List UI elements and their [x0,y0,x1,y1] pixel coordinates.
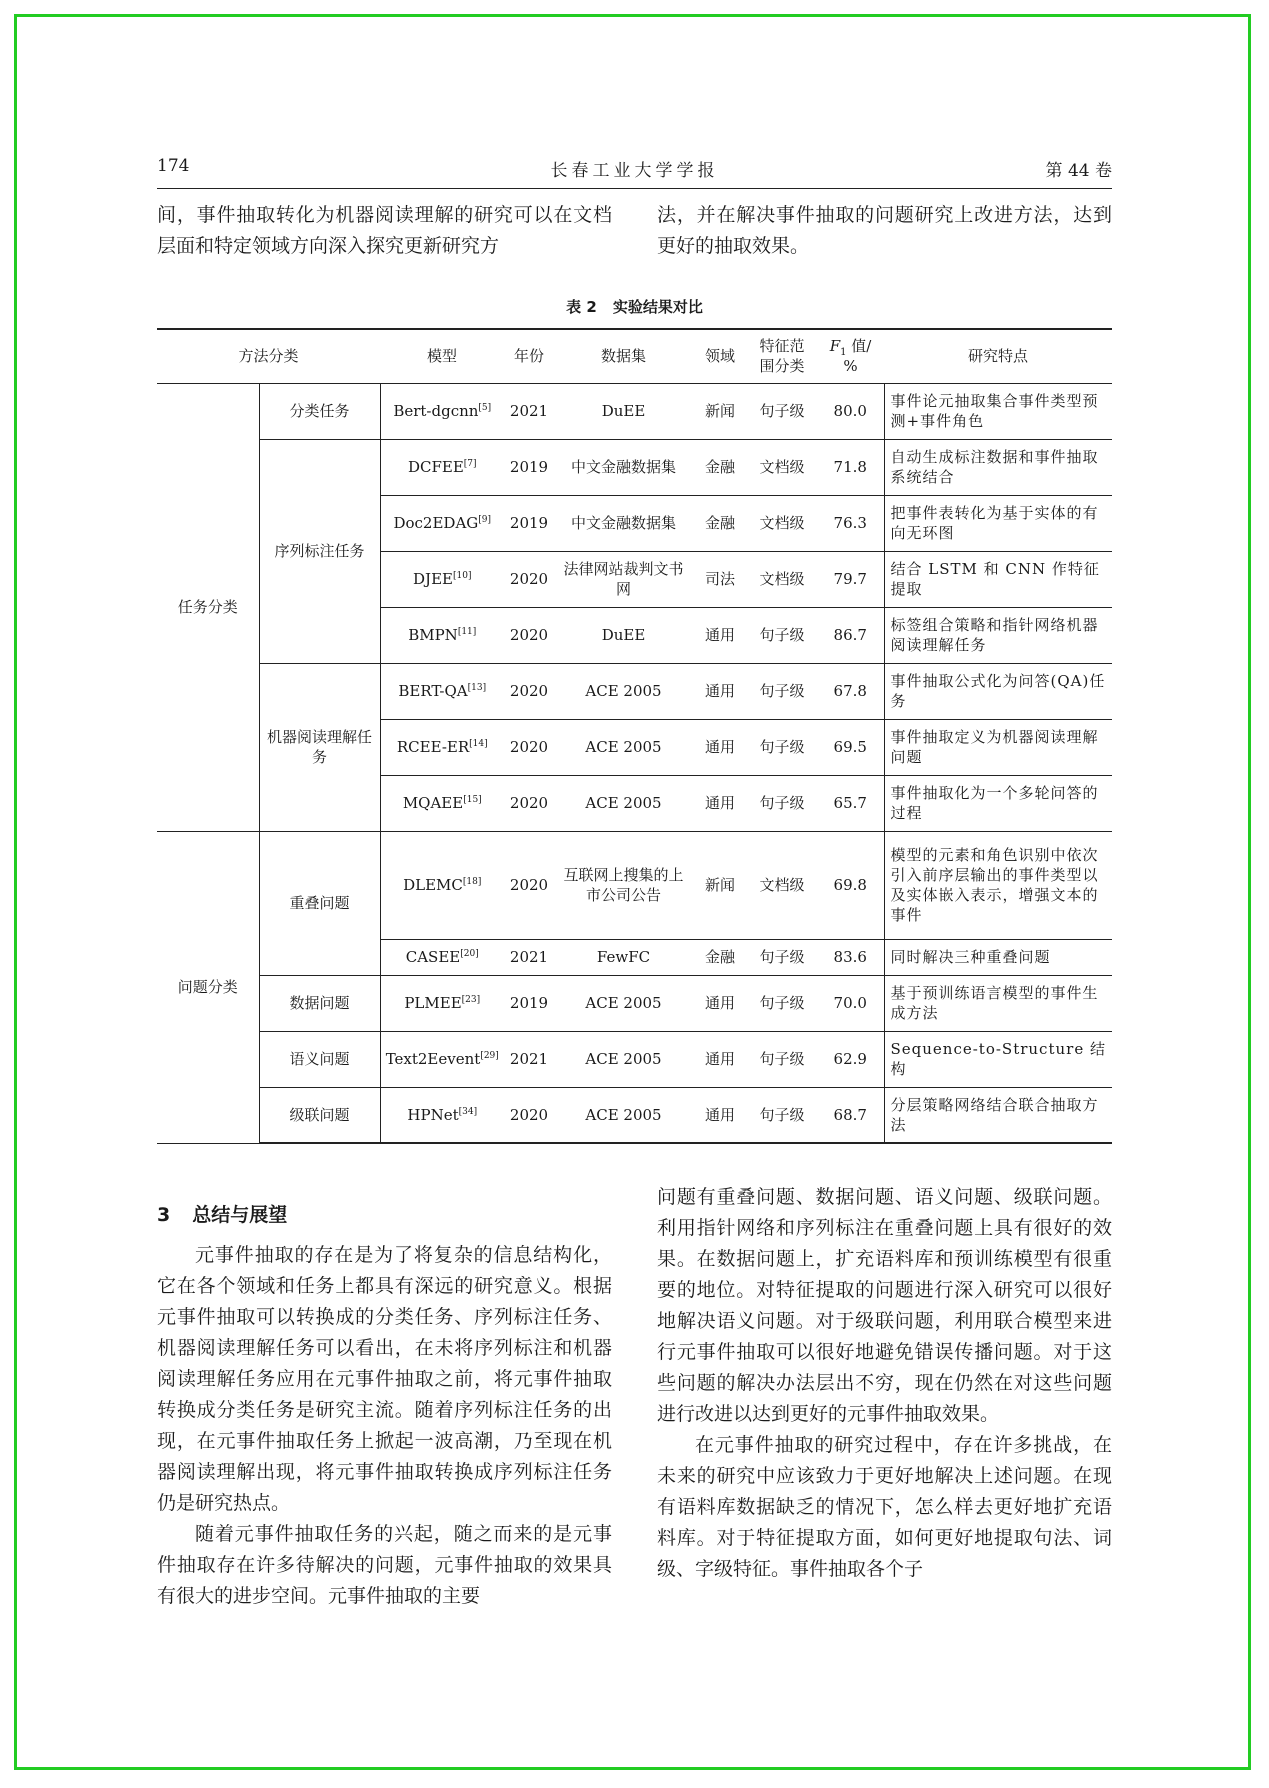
cell-domain: 金融 [693,939,747,975]
cell-model: MQAEE[15] [380,775,504,831]
cell-dataset: ACE 2005 [554,663,693,719]
paragraph: 法，并在解决事件抽取的问题研究上改进方法，达到更好的抽取效果。 [657,204,1112,257]
table-header-row [157,329,1112,383]
cell-year: 2021 [504,1031,554,1087]
table-row [157,663,1112,719]
cell-year: 2020 [504,719,554,775]
cell-model: DJEE[10] [380,551,504,607]
cell-model: DCFEE[7] [380,439,504,495]
table-caption [157,296,1112,317]
cell-f1: 62.9 [817,1031,884,1087]
cell-f1: 79.7 [817,551,884,607]
cell-year: 2019 [504,495,554,551]
cell-dataset: ACE 2005 [554,1087,693,1143]
cell-feature: 句子级 [747,663,817,719]
cell-f1: 65.7 [817,775,884,831]
paragraph: 在元事件抽取的研究过程中，存在许多挑战，在未来的研究中应该致力于更好地解决上述问题。在现有语料库数据缺乏的情况下，怎么样去更好地扩充语料库。对于特征提取方面，如何更好地提取句法、词级、字级特征。事件抽取各个子 [657,1434,1112,1580]
table-title: 实验结果对比 [612,298,703,316]
cell-dataset: ACE 2005 [554,719,693,775]
cell-feature: 文档级 [747,439,817,495]
cell-desc: 标签组合策略和指针网络机器阅读理解任务 [884,607,1112,663]
cell-desc: 结合 LSTM 和 CNN 作特征提取 [884,551,1112,607]
cell-model: DLEMC[18] [380,831,504,939]
table-row [157,831,1112,939]
table-row [157,1087,1112,1143]
cell-desc: 模型的元素和角色识别中依次引入前序层输出的事件类型以及实体嵌入表示，增强文本的事件 [884,831,1112,939]
cell-dataset: FewFC [554,939,693,975]
subcategory-data: 数据问题 [259,975,380,1031]
cell-model: HPNet[34] [380,1087,504,1143]
running-header [157,152,1112,189]
cell-feature: 句子级 [747,1031,817,1087]
cell-domain: 通用 [693,607,747,663]
cell-desc: 自动生成标注数据和事件抽取系统结合 [884,439,1112,495]
section-left-column [157,1200,612,1612]
cell-model: Doc2EDAG[9] [380,495,504,551]
cell-domain: 通用 [693,775,747,831]
results-table [157,328,1112,1144]
cell-dataset: DuEE [554,383,693,439]
subcategory-cascade: 级联问题 [259,1087,380,1143]
cell-f1: 67.8 [817,663,884,719]
cell-year: 2020 [504,551,554,607]
journal-title: 长春工业大学学报 [550,161,719,181]
cell-year: 2019 [504,439,554,495]
cell-f1: 69.8 [817,831,884,939]
section-title: 总结与展望 [192,1204,288,1226]
cell-dataset: ACE 2005 [554,1031,693,1087]
cell-feature: 句子级 [747,939,817,975]
cell-domain: 新闻 [693,831,747,939]
category-task: 任务分类 [157,383,259,831]
header-domain: 领域 [693,329,747,383]
subcategory-semantic: 语义问题 [259,1031,380,1087]
cell-domain: 通用 [693,975,747,1031]
page-number: 174 [157,156,190,176]
section-number: 3 [157,1204,171,1226]
paragraph: 间，事件抽取转化为机器阅读理解的研究可以在文档层面和特定领域方向深入探究更新研究方 [157,204,612,257]
category-problem: 问题分类 [157,831,259,1143]
table-row [157,383,1112,439]
cell-year: 2020 [504,663,554,719]
table-row [157,439,1112,495]
cell-desc: 分层策略网络结合联合抽取方法 [884,1087,1112,1143]
cell-f1: 76.3 [817,495,884,551]
cell-year: 2021 [504,939,554,975]
subcategory-sequence: 序列标注任务 [259,439,380,663]
cell-model: Bert-dgcnn[5] [380,383,504,439]
subcategory-overlap: 重叠问题 [259,831,380,975]
top-right-column [657,200,1112,262]
paragraph: 元事件抽取的存在是为了将复杂的信息结构化，它在各个领域和任务上都具有深远的研究意义。根据元事件抽取可以转换成的分类任务、序列标注任务、机器阅读理解任务可以看出，在未将序列标注和机器阅读理解任务应用在元事件抽取之前，将元事件抽取转换成分类任务是研究主流。随着序列标注任务的出现，在元事件抽取任务上掀起一波高潮，乃至现在机器阅读理解出现，将元事件抽取转换成序列标注任务仍是研究热点。 [157,1244,612,1514]
cell-desc: 把事件表转化为基于实体的有向无环图 [884,495,1112,551]
cell-model: RCEE-ER[14] [380,719,504,775]
cell-feature: 句子级 [747,975,817,1031]
cell-domain: 通用 [693,1087,747,1143]
cell-feature: 句子级 [747,719,817,775]
cell-feature: 句子级 [747,383,817,439]
cell-domain: 司法 [693,551,747,607]
cell-f1: 86.7 [817,607,884,663]
cell-domain: 新闻 [693,383,747,439]
cell-year: 2020 [504,775,554,831]
cell-dataset: ACE 2005 [554,775,693,831]
cell-model: Text2Eevent[29] [380,1031,504,1087]
cell-year: 2021 [504,383,554,439]
cell-f1: 80.0 [817,383,884,439]
header-model: 模型 [380,329,504,383]
cell-desc: Sequence-to-Structure 结构 [884,1031,1112,1087]
section-right-column [657,1182,1112,1585]
cell-model: BERT-QA[13] [380,663,504,719]
header-desc: 研究特点 [884,329,1112,383]
paragraph: 随着元事件抽取任务的兴起，随之而来的是元事件抽取存在许多待解决的问题，元事件抽取的效果具有很大的进步空间。元事件抽取的主要 [157,1523,612,1607]
header-feature: 特征范 围分类 [747,329,817,383]
subcategory-classification: 分类任务 [259,383,380,439]
cell-f1: 69.5 [817,719,884,775]
cell-dataset: 法律网站裁判文书网 [554,551,693,607]
cell-desc: 同时解决三种重叠问题 [884,939,1112,975]
subcategory-mrc: 机器阅读理解任务 [259,663,380,831]
cell-feature: 文档级 [747,831,817,939]
volume-label: 第 44 卷 [1045,161,1112,181]
cell-year: 2019 [504,975,554,1031]
cell-feature: 文档级 [747,551,817,607]
cell-desc: 事件抽取公式化为问答(QA)任务 [884,663,1112,719]
cell-model: BMPN[11] [380,607,504,663]
table-label: 表 2 [566,298,597,316]
cell-year: 2020 [504,1087,554,1143]
cell-domain: 金融 [693,439,747,495]
cell-desc: 事件论元抽取集合事件类型预测+事件角色 [884,383,1112,439]
cell-f1: 83.6 [817,939,884,975]
cell-desc: 事件抽取化为一个多轮问答的过程 [884,775,1112,831]
header-dataset: 数据集 [554,329,693,383]
header-category: 方法分类 [157,329,380,383]
cell-feature: 文档级 [747,495,817,551]
cell-feature: 句子级 [747,607,817,663]
cell-dataset: ACE 2005 [554,975,693,1031]
top-left-column [157,200,612,262]
cell-f1: 71.8 [817,439,884,495]
cell-model: PLMEE[23] [380,975,504,1031]
cell-domain: 通用 [693,663,747,719]
cell-domain: 通用 [693,719,747,775]
table-row [157,1031,1112,1087]
cell-dataset: 中文金融数据集 [554,439,693,495]
cell-year: 2020 [504,831,554,939]
table-row [157,975,1112,1031]
cell-year: 2020 [504,607,554,663]
cell-feature: 句子级 [747,775,817,831]
cell-model: CASEE[20] [380,939,504,975]
cell-domain: 通用 [693,1031,747,1087]
paragraph: 问题有重叠问题、数据问题、语义问题、级联问题。利用指针网络和序列标注在重叠问题上具有很好的效果。在数据问题上，扩充语料库和预训练模型有很重要的地位。对特征提取的问题进行深入研究可以很好地解决语义问题。对于级联问题，利用联合模型来进行元事件抽取可以很好地避免错误传播问题。对于这些问题的解决办法层出不穷，现在仍然在对这些问题进行改进以达到更好的元事件抽取效果。 [657,1186,1112,1425]
cell-domain: 金融 [693,495,747,551]
cell-f1: 70.0 [817,975,884,1031]
cell-dataset: DuEE [554,607,693,663]
cell-dataset: 互联网上搜集的上市公司公告 [554,831,693,939]
cell-desc: 事件抽取定义为机器阅读理解问题 [884,719,1112,775]
cell-f1: 68.7 [817,1087,884,1143]
header-year: 年份 [504,329,554,383]
cell-dataset: 中文金融数据集 [554,495,693,551]
cell-feature: 句子级 [747,1087,817,1143]
header-f1: $F_1$ 值/ % [817,329,884,383]
section-heading [157,1200,612,1230]
cell-desc: 基于预训练语言模型的事件生成方法 [884,975,1112,1031]
